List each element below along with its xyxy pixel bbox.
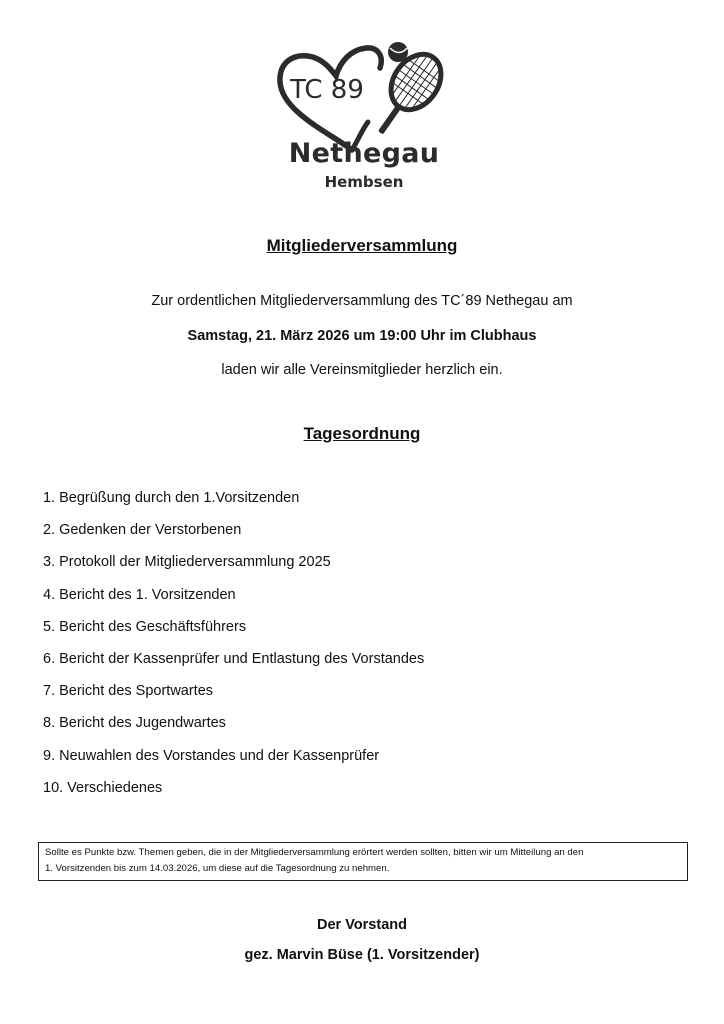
agenda-item bbox=[43, 713, 424, 745]
agenda-item-text: Bericht der Kassenprüfer und Entlastung des Vorstandes bbox=[59, 650, 425, 667]
agenda-item-number: 1. bbox=[43, 490, 56, 506]
agenda-item-text: Bericht des Sportwartes bbox=[59, 683, 214, 700]
intro-line-1: Zur ordentlichen Mitgliederversammlung des TC´89 Nethegau am bbox=[151, 293, 573, 309]
club-logo bbox=[270, 38, 450, 198]
agenda-item-number: 7. bbox=[43, 683, 56, 700]
logo-badge-text: TC 89 bbox=[290, 75, 364, 105]
agenda-item-number: 2. bbox=[43, 522, 56, 539]
notice-line-1: Sollte es Punkte bzw. Themen geben, die in der Mitgliederversammlung erörtert werden sollten, bitten wir um Mitteilung an den bbox=[45, 847, 584, 858]
agenda-item-number: 3. bbox=[43, 554, 56, 571]
agenda-item-number: 9. bbox=[43, 747, 56, 764]
meeting-date-line: Samstag, 21. März 2026 um 19:00 Uhr im Clubhaus bbox=[187, 328, 537, 344]
agenda-item bbox=[43, 552, 424, 584]
agenda-item bbox=[43, 617, 424, 649]
agenda-item-number: 6. bbox=[43, 650, 56, 667]
agenda-item bbox=[43, 778, 424, 810]
agenda-list bbox=[43, 488, 424, 810]
logo-club-name: Nethegau bbox=[288, 138, 440, 169]
agenda-item-number: 4. bbox=[43, 586, 56, 603]
agenda-item bbox=[43, 585, 424, 617]
agenda-item bbox=[43, 649, 424, 681]
signature-board: Der Vorstand bbox=[317, 917, 407, 933]
agenda-item-number: 8. bbox=[43, 715, 56, 732]
agenda-item bbox=[43, 746, 424, 778]
agenda-item-text: Begrüßung durch den 1.Vorsitzenden bbox=[59, 490, 300, 506]
agenda-item-text: Bericht des Jugendwartes bbox=[59, 715, 226, 732]
agenda-item-number: 10. bbox=[43, 779, 64, 796]
agenda-item-text: Verschiedenes bbox=[67, 779, 163, 796]
signature-name: gez. Marvin Büse (1. Vorsitzender) bbox=[244, 947, 480, 963]
agenda-item-text: Bericht des 1. Vorsitzenden bbox=[59, 586, 236, 603]
page-title: Mitgliederversammlung bbox=[266, 236, 458, 255]
notice-box bbox=[38, 842, 688, 881]
notice-line-2: 1. Vorsitzenden bis zum 14.03.2026, um diese auf die Tagesordnung zu nehmen. bbox=[45, 863, 390, 874]
intro-line-3: laden wir alle Vereinsmitglieder herzlich ein. bbox=[221, 362, 503, 378]
agenda-item-text: Gedenken der Verstorbenen bbox=[59, 522, 242, 539]
agenda-item bbox=[43, 488, 424, 520]
logo-place-name: Hembsen bbox=[324, 173, 404, 191]
agenda-item-number: 5. bbox=[43, 618, 56, 635]
agenda-item-text: Protokoll der Mitgliederversammlung 2025 bbox=[59, 554, 331, 571]
agenda-item bbox=[43, 681, 424, 713]
agenda-title: Tagesordnung bbox=[303, 424, 421, 443]
agenda-item-text: Bericht des Geschäftsführers bbox=[59, 618, 247, 635]
agenda-item bbox=[43, 520, 424, 552]
agenda-item-text: Neuwahlen des Vorstandes und der Kassenprüfer bbox=[59, 747, 380, 764]
